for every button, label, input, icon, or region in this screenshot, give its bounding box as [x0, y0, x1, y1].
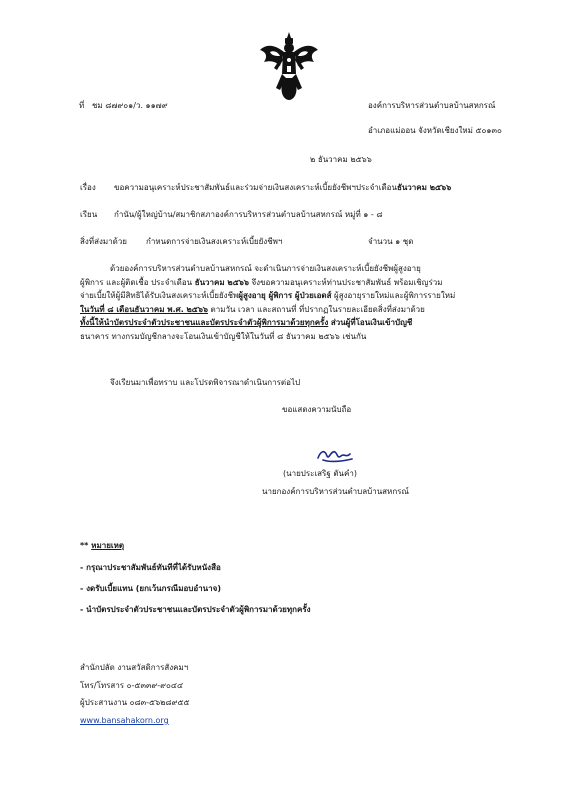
subject-text: ขอความอนุเคราะห์ประชาสัมพันธ์และร่วมจ่ายเงินสงเคราะห์เบี้ยยังชีพฯประจำเดือนธันวาคม ๒๕๖๖ [114, 183, 452, 192]
body-line: ธนาคาร ทางกรมบัญชีกลางจะโอนเงินเข้าบัญชีให้ในวันที่ ๘ ธันวาคม ๒๕๖๖ เช่นกัน [80, 331, 367, 341]
note-item: - นำบัตรประจำตัวประชาชนและบัตรประจำตัวผู้พิการมาด้วยทุกครั้ง [80, 605, 311, 614]
respect-closing: ขอแสดงความนับถือ [282, 405, 352, 414]
note-item: - งดรับเบี้ยแทน (ยกเว้นกรณีมอบอำนาจ) [80, 584, 221, 593]
letter-body [80, 262, 500, 343]
recipient-label: เรียน [80, 210, 98, 219]
garuda-emblem-icon [258, 30, 320, 102]
body-line: ผู้พิการ และผู้ติดเชื้อ ประจำเดือน ธันวาคม ๒๕๖๖ จึงขอความอนุเคราะห์ท่านประชาสัมพันธ์ พร้อมเชิญร่วม [80, 277, 443, 287]
subject-label: เรื่อง [80, 183, 96, 192]
enclosure-text: กำหนดการจ่ายเงินสงเคราะห์เบี้ยยังชีพฯ [146, 237, 283, 246]
footer-phone: โทร/โทรสาร ๐-๕๓๓๙-๙๐๔๔ [80, 681, 184, 690]
notes-heading: ** หมายเหตุ [80, 541, 125, 550]
enclosure-quantity: จำนวน ๑ ชุด [368, 237, 414, 246]
signatory-name: (นายประเสริฐ ตันคำ) [283, 469, 357, 478]
reference-number: ชม ๘๗๙๐๑/ว. ๑๑๗๙ [92, 101, 168, 110]
footer-office: สำนักปลัด งานสวัสดิการสังคมฯ [80, 663, 189, 672]
reference-label: ที่ [79, 101, 85, 110]
organization-name: องค์การบริหารส่วนตำบลบ้านสหกรณ์ [368, 101, 496, 110]
document-date: ๒ ธันวาคม ๒๕๖๖ [310, 155, 372, 164]
website-link[interactable]: www.bansahakorn.org [80, 716, 169, 725]
handwritten-signature-icon [315, 446, 355, 464]
footer-coordinator: ผู้ประสานงาน ๐๘๓-๕๖๒๘๙๕๕ [80, 698, 190, 707]
body-line: ในวันที่ ๘ เดือนธันวาคม พ.ศ. ๒๕๖๖ ตามวัน เวลา และสถานที่ ที่ปรากฏในรายละเอียดสิ่งที่ส่งมาด้วย [80, 304, 425, 314]
note-item: - กรุณาประชาสัมพันธ์ทันทีที่ได้รับหนังสือ [80, 563, 221, 572]
recipient-text: กำนัน/ผู้ใหญ่บ้าน/สมาชิกสภาองค์การบริหารส่วนตำบลบ้านสหกรณ์ หมู่ที่ ๑ - ๘ [114, 210, 383, 219]
signatory-title: นายกองค์การบริหารส่วนตำบลบ้านสหกรณ์ [262, 487, 409, 496]
body-line: ด้วยองค์การบริหารส่วนตำบลบ้านสหกรณ์ จะดำเนินการจ่ายเงินสงเคราะห์เบี้ยยังชีพผู้สูงอายุ [110, 264, 421, 273]
body-line: ทั้งนี้ให้นำบัตรประจำตัวประชาชนและบัตรประจำตัวผู้พิการมาด้วยทุกครั้ง ส่วนผู้ที่โอนเงินเข้าบัญชี [80, 318, 413, 327]
organization-address: อำเภอแม่ออน จังหวัดเชียงใหม่ ๕๐๑๓๐ [368, 126, 502, 135]
closing-sentence: จึงเรียนมาเพื่อทราบ และโปรดพิจารณาดำเนินการต่อไป [110, 378, 301, 387]
enclosure-label: สิ่งที่ส่งมาด้วย [80, 237, 127, 246]
body-line: จ่ายเบี้ยให้ผู้มีสิทธิได้รับเงินสงเคราะห์เบี้ยยังชีพผู้สูงอายุ ผู้พิการ ผู้ป่วยเอดส์ ผู้สูงอายุรายใหม่และผู้พิการรายใหม่ [80, 291, 456, 300]
